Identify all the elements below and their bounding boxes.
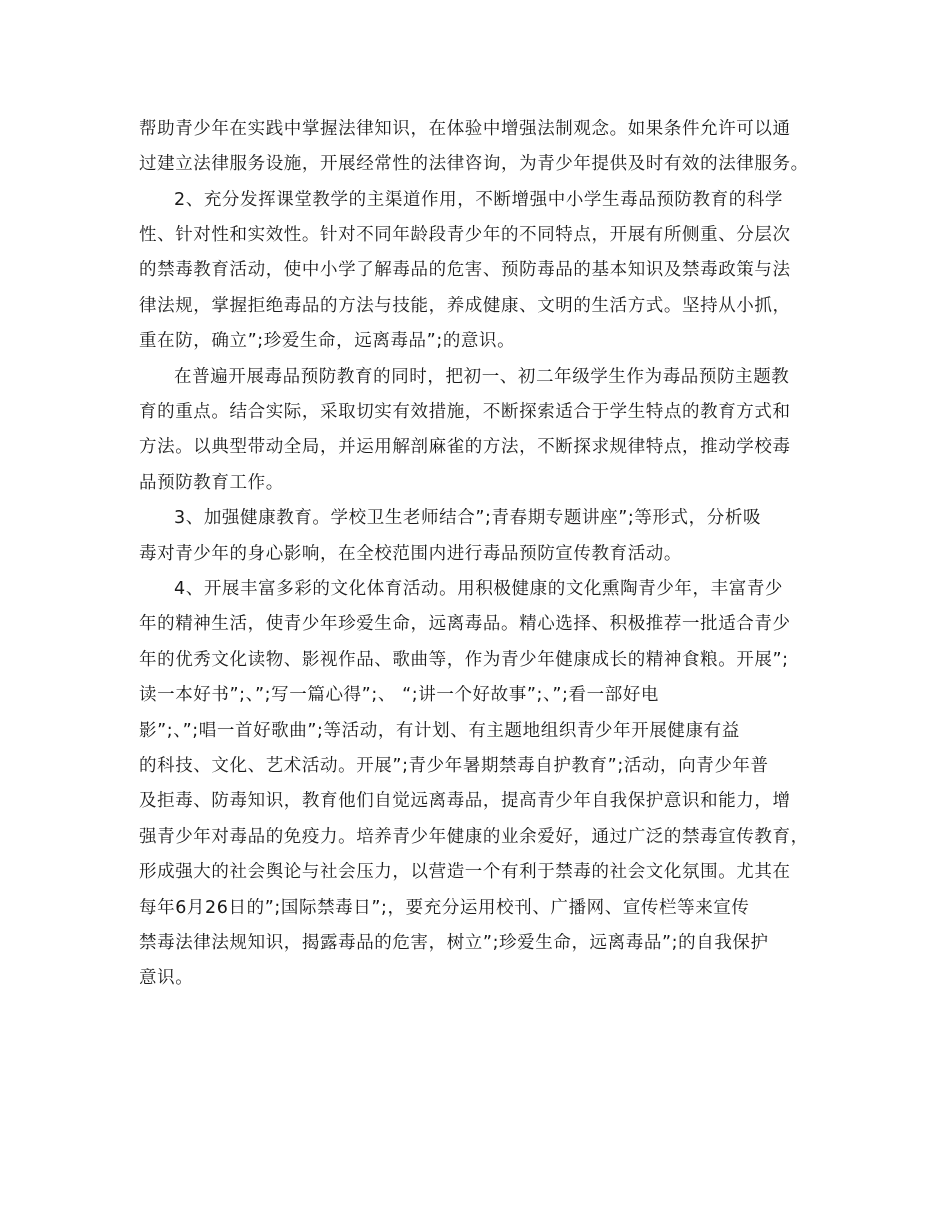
text-line: 律法规，掌握拒绝毒品的方法与技能，养成健康、文明的生活方式。坚持从小抓， <box>139 296 791 316</box>
text-line: 毒对青少年的身心影响，在全校范围内进行毒品预防宣传教育活动。 <box>139 544 682 564</box>
text-line: 年的精神生活，使青少年珍爱生命，远离毒品。精心选择、积极推荐一批适合青少 <box>139 614 791 634</box>
text-line: 性、针对性和实效性。针对不同年龄段青少年的不同特点，开展有所侧重、分层次 <box>139 225 791 245</box>
text-line: 及拒毒、防毒知识，教育他们自觉远离毒品，提高青少年自我保护意识和能力，增 <box>139 791 791 811</box>
paragraph-start-line: 4、开展丰富多彩的文化体育活动。用积极健康的文化熏陶青少年，丰富青少 <box>174 579 784 599</box>
text-line: 禁毒法律法规知识，揭露毒品的危害，树立”;珍爱生命，远离毒品”;的自我保护 <box>139 933 769 953</box>
text-line: 读一本好书”;、”;写一篇心得”;、 “;讲一个好故事”;、”;看一部好电 <box>139 685 660 705</box>
paragraph-start-line: 3、加强健康教育。学校卫生老师结合”;青春期专题讲座”;等形式，分析吸 <box>174 508 762 528</box>
text-line: 品预防教育工作。 <box>139 473 284 493</box>
text-line: 强青少年对毒品的免疫力。培养青少年健康的业余爱好，通过广泛的禁毒宣传教育， <box>139 827 809 847</box>
text-line: 年的优秀文化读物、影视作品、歌曲等，作为青少年健康成长的精神食粮。开展”; <box>139 650 789 670</box>
text-line: 意识。 <box>139 968 194 988</box>
text-line: 的科技、文化、艺术活动。开展”;青少年暑期禁毒自护教育”;活动，向青少年普 <box>139 756 769 776</box>
text-line: 的禁毒教育活动，使中小学了解毒品的危害、预防毒品的基本知识及禁毒政策与法 <box>139 260 791 280</box>
text-line: 影”;、”;唱一首好歌曲”;等活动，有计划、有主题地组织青少年开展健康有益 <box>139 721 740 741</box>
text-line: 重在防，确立”;珍爱生命，远离毒品”;的意识。 <box>139 331 516 351</box>
text-line: 形成强大的社会舆论与社会压力，以营造一个有利于禁毒的社会文化氛围。尤其在 <box>139 862 791 882</box>
text-line: 过建立法律服务设施，开展经常性的法律咨询，为青少年提供及时有效的法律服务。 <box>139 154 809 174</box>
paragraph-start-line: 2、充分发挥课堂教学的主渠道作用，不断增强中小学生毒品预防教育的科学 <box>174 190 784 210</box>
text-line: 育的重点。结合实际，采取切实有效措施，不断探索适合于学生特点的教育方式和 <box>139 402 791 422</box>
text-line: 方法。以典型带动全局，并运用解剖麻雀的方法，不断探求规律特点，推动学校毒 <box>139 437 791 457</box>
text-line: 每年6月26日的”;国际禁毒日”;，要充分运用校刊、广播网、宣传栏等来宣传 <box>139 898 750 918</box>
text-line: 帮助青少年在实践中掌握法律知识，在体验中增强法制观念。如果条件允许可以通 <box>139 119 791 139</box>
paragraph-start-line: 在普遍开展毒品预防教育的同时，把初一、初二年级学生作为毒品预防主题教 <box>174 367 790 387</box>
